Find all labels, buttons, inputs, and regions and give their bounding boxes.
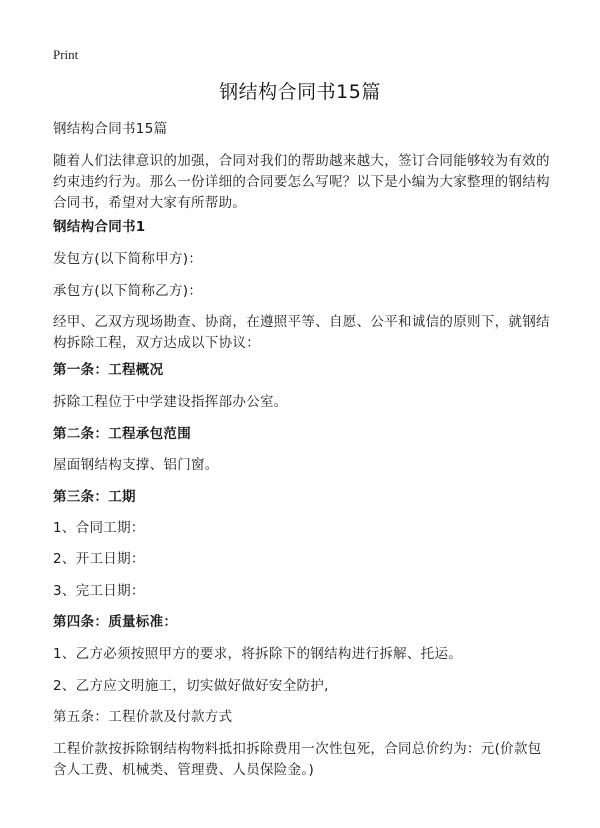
article-heading: 第四条：质量标准： <box>53 614 178 630</box>
article3-item-block <box>53 549 553 570</box>
party-a-label: 发包方(以下简称甲方)： <box>53 251 203 267</box>
article-text: 拆除工程位于中学建设指挥部办公室。 <box>53 394 288 410</box>
article5-heading-block <box>53 707 553 728</box>
article-heading: 第二条：工程承包范围 <box>53 426 191 442</box>
article1-text-block <box>53 392 553 413</box>
article4-item-block <box>53 676 553 697</box>
article3-item-block <box>53 581 553 602</box>
agreement-line: 经甲、乙双方现场勘查、协商，在遵照平等、自愿、公平和诚信的原则下，就钢结 <box>53 314 550 330</box>
article-text: 工程价款按拆除钢结构物料抵扣拆除费用一次性包死，合同总价约为：元(价款包 <box>53 741 542 757</box>
article4-heading-block <box>53 612 553 633</box>
list-item: 1、合同工期： <box>53 520 145 536</box>
article-heading: 第三条：工期 <box>53 489 136 505</box>
list-item: 3、完工日期： <box>53 583 145 599</box>
party-b-block <box>53 281 553 302</box>
article-text: 含人工费、机械类、管理费、人员保险金。) <box>53 762 315 778</box>
list-item: 1、乙方必须按照甲方的要求，将拆除下的钢结构进行拆解、托运。 <box>53 646 463 662</box>
document-subtitle: 钢结构合同书15篇 <box>53 121 168 137</box>
list-item: 2、开工日期： <box>53 551 145 567</box>
intro-line: 约束违约行为。那么一份详细的合同要怎么写呢？以下是小编为大家整理的钢结构 <box>53 174 550 190</box>
document-subtitle-block <box>53 119 553 140</box>
article3-heading-block <box>53 487 553 508</box>
agreement-paragraph <box>53 312 553 354</box>
print-link[interactable]: Print <box>53 47 79 62</box>
party-b-label: 承包方(以下简称乙方)： <box>53 283 203 299</box>
article-heading: 第一条：工程概况 <box>53 362 164 378</box>
intro-line: 合同书，希望对大家有所帮助。 <box>53 195 247 211</box>
agreement-line: 构拆除工程，双方达成以下协议： <box>53 335 260 351</box>
article5-paragraph <box>53 739 553 781</box>
document-title: 钢结构合同书15篇 <box>219 81 381 103</box>
article-text: 屋面钢结构支撑、铝门窗。 <box>53 457 219 473</box>
article2-heading-block <box>53 424 553 445</box>
intro-paragraph <box>53 151 553 214</box>
article3-item-block <box>53 518 553 539</box>
party-a-block <box>53 249 553 270</box>
article2-text-block <box>53 455 553 476</box>
article-heading: 第五条：工程价款及付款方式 <box>53 709 233 725</box>
article1-heading-block <box>53 360 553 381</box>
section-heading-block <box>53 217 553 238</box>
article4-item-block <box>53 644 553 665</box>
list-item: 2、乙方应文明施工，切实做好做好安全防护, <box>53 678 329 694</box>
section-heading: 钢结构合同书1 <box>53 219 146 235</box>
intro-line: 随着人们法律意识的加强，合同对我们的帮助越来越大，签订合同能够较为有效的 <box>53 153 550 169</box>
